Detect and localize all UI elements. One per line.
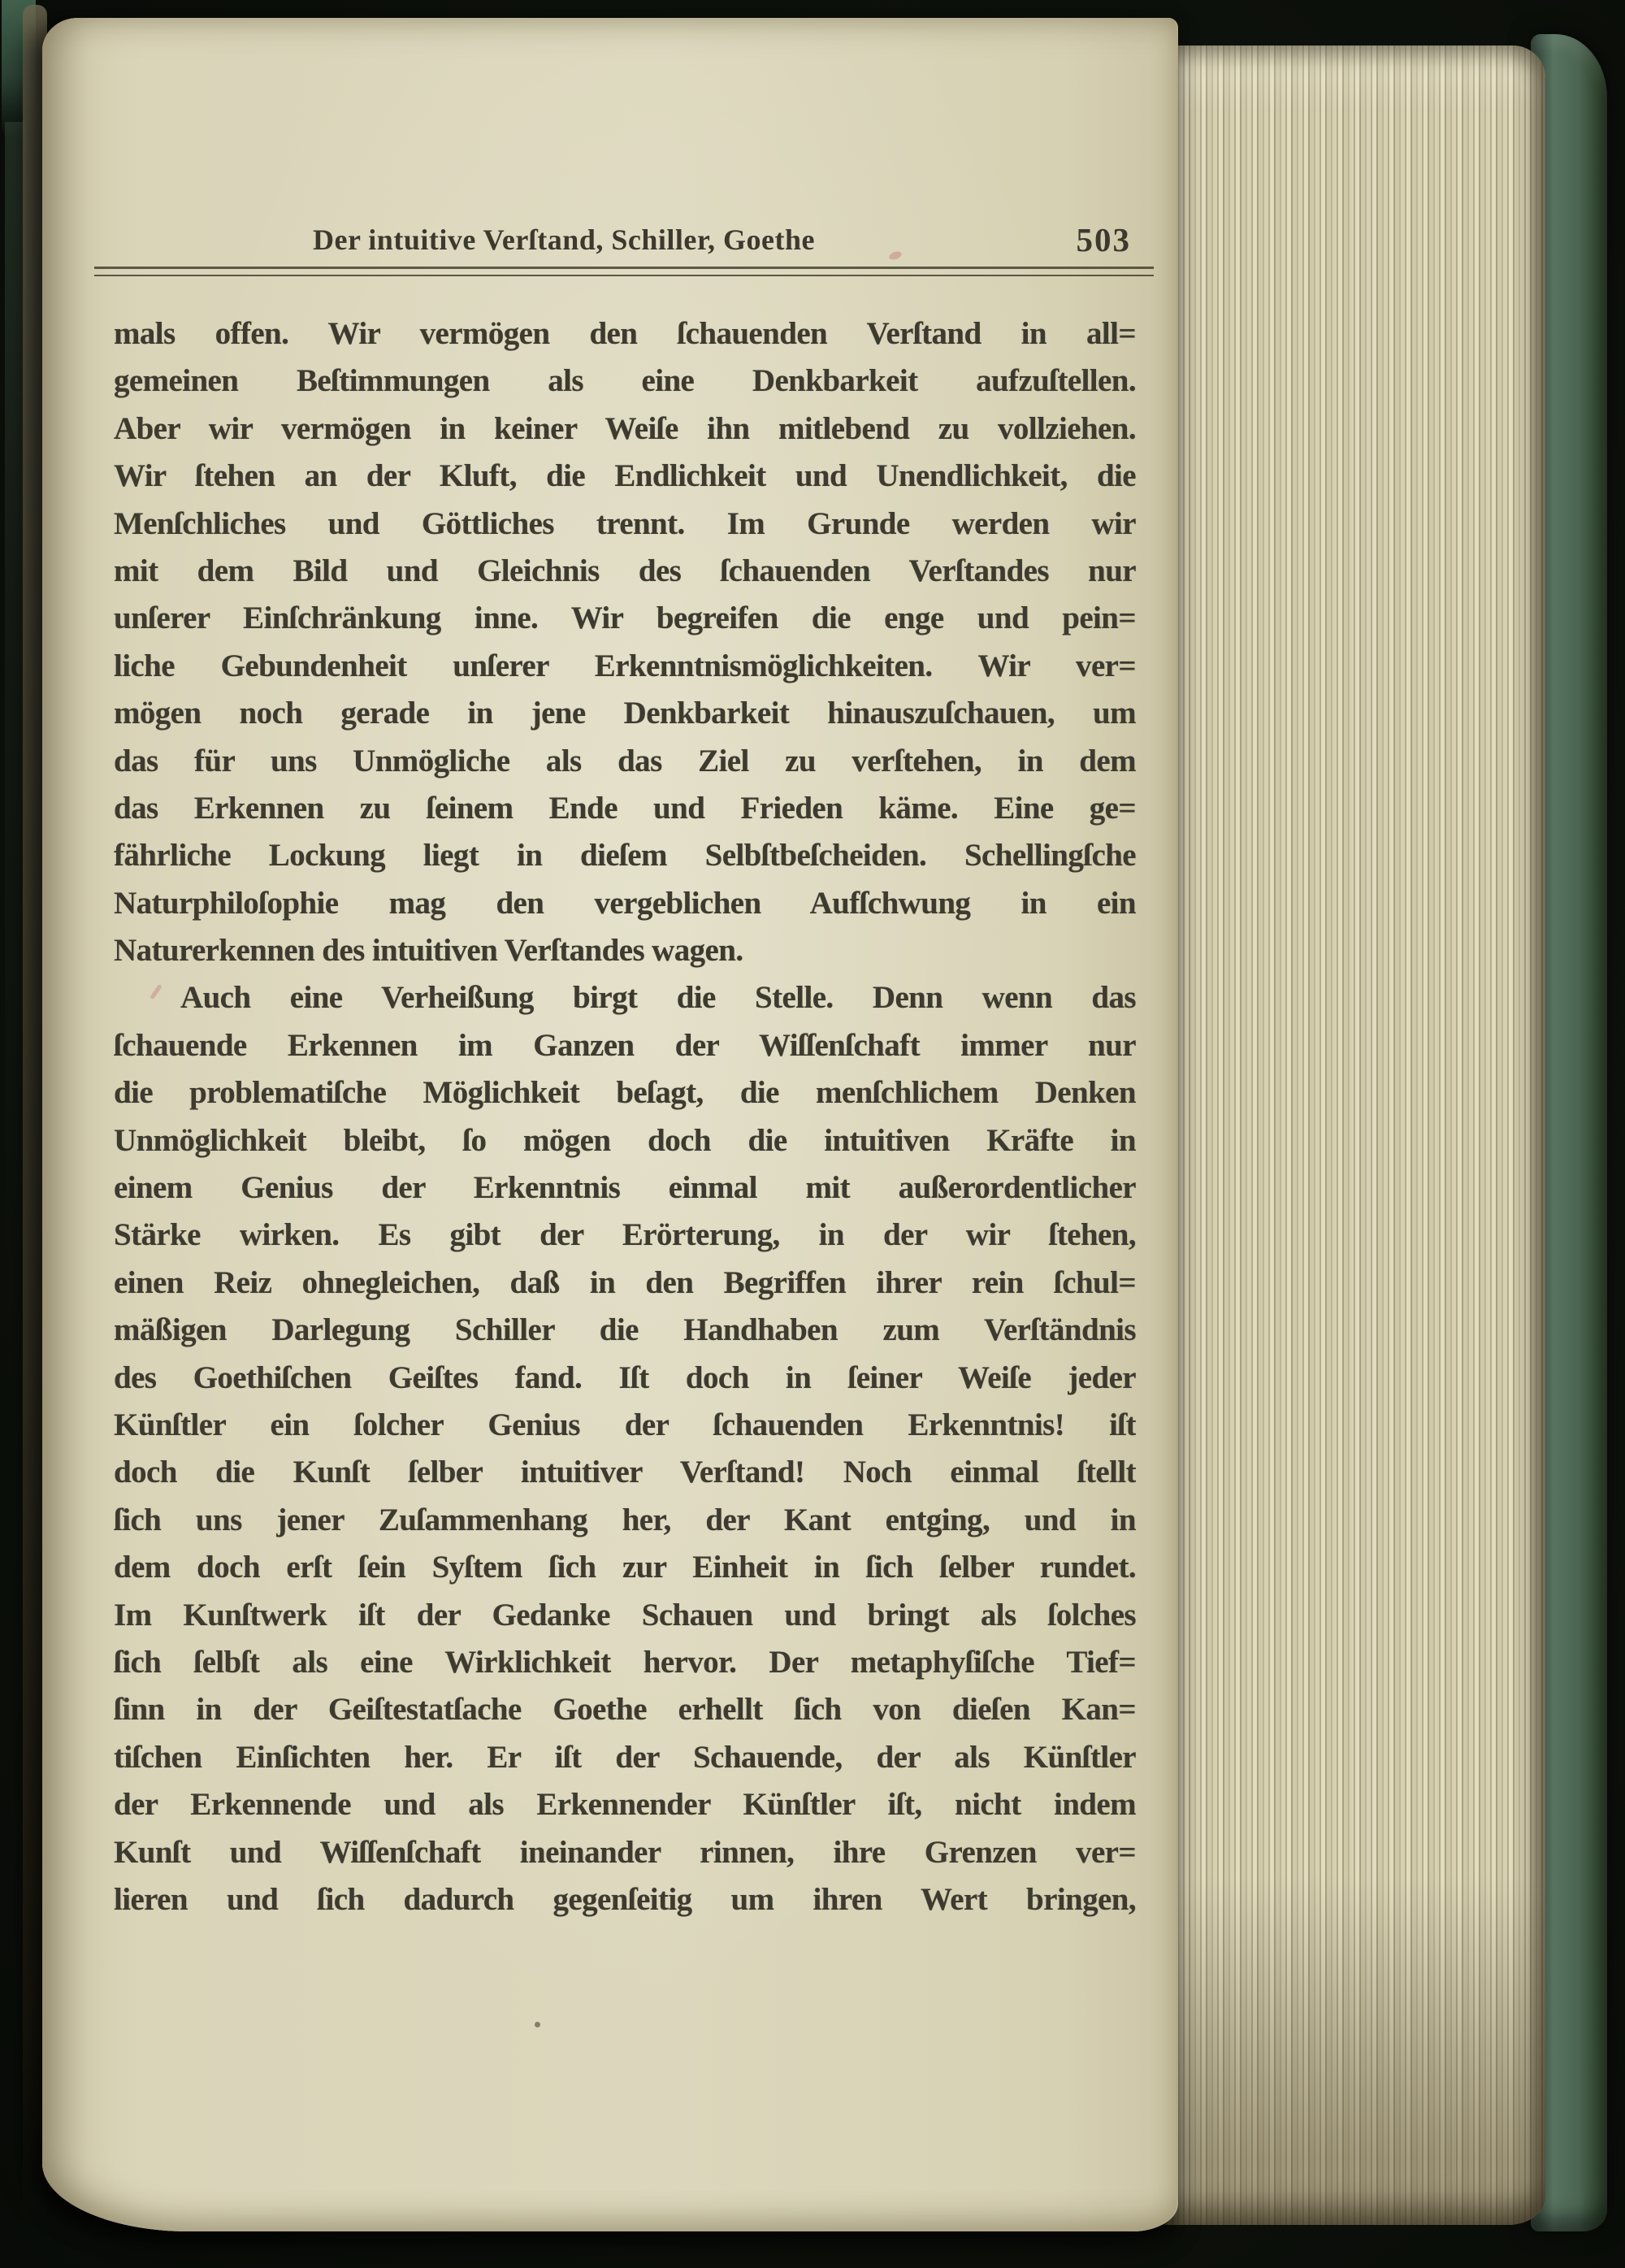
text-line: Naturerkennen des intuitiven Verſtandes wagen. [114,933,743,969]
text-line: die problematiſche Möglichkeit beſagt, die menſchlichem Denken [114,1075,1136,1111]
text-line: mals offen. Wir vermögen den ſchauenden Verſtand in all= [114,316,1136,351]
text-line: Wir ſtehen an der Kluft, die Endlichkeit und Unendlichkeit, die [114,458,1136,494]
text-line: unſerer Einſchränkung inne. Wir begreifen die enge und pein= [114,601,1136,636]
running-header [114,218,1136,262]
text-line: lieren und ſich dadurch gegenſeitig um ihren Wert bringen, [114,1881,1136,1917]
running-header-title: Der intuitive Verſtand, Schiller, Goethe [313,223,815,256]
text-line: mit dem Bild und Gleichnis des ſchauenden Verſtandes nur [114,553,1136,588]
text-line: ſich uns jener Zuſammenhang her, der Kant entging, und in [114,1502,1136,1537]
text-line: mäßigen Darlegung Schiller die Handhaben zum Verſtändnis [114,1312,1136,1348]
text-line: tiſchen Einſichten her. Er iſt der Schauende, der als Künſtler [114,1739,1136,1775]
text-line: das Erkennen zu ſeinem Ende und Frieden käme. Eine ge= [114,790,1136,826]
text-line: des Goethiſchen Geiſtes fand. Iſt doch in ſeiner Weiſe jeder [114,1359,1136,1395]
text-line: doch die Kunſt ſelber intuitiver Verſtand! Noch einmal ſtellt [114,1455,1136,1490]
page-stack-fore-edge [1162,46,1545,2225]
text-line: Im Kunſtwerk iſt der Gedanke Schauen und bringt als ſolches [114,1597,1136,1633]
page-body-text [114,310,1136,1923]
text-line: Menſchliches und Göttliches trennt. Im Grunde werden wir [114,505,1136,541]
text-line: Künſtler ein ſolcher Genius der ſchauenden Erkenntnis! iſt [114,1407,1136,1442]
text-line: Kunſt und Wiſſenſchaft ineinander rinnen, ihre Grenzen ver= [114,1834,1136,1870]
text-line: der Erkennende und als Erkennender Künſtler iſt, nicht indem [114,1787,1136,1823]
text-line: einen Reiz ohnegleichen, daß in den Begriffen ihrer rein ſchul= [114,1264,1136,1300]
text-line: ſchauende Erkennen im Ganzen der Wiſſenſchaft immer nur [114,1027,1136,1063]
text-line: ſich ſelbſt als eine Wirklichkeit hervor. Der metaphyſiſche Tief= [114,1644,1136,1680]
text-line: einem Genius der Erkenntnis einmal mit außerordentlicher [114,1170,1136,1206]
text-line: gemeinen Beſtimmungen als eine Denkbarkeit aufzuſtellen. [114,363,1136,399]
text-line: liche Gebundenheit unſerer Erkenntnismöglichkeiten. Wir ver= [114,648,1136,683]
text-line: das für uns Unmögliche als das Ziel zu verſtehen, in dem [114,743,1136,778]
text-line: ſinn in der Geiſtestatſache Goethe erhellt ſich von dieſen Kan= [114,1692,1136,1728]
text-line: Naturphiloſophie mag den vergeblichen Aufſchwung in ein [114,885,1136,921]
text-line: mögen noch gerade in jene Denkbarkeit hinauszuſchauen, um [114,696,1136,731]
text-line: Stärke wirken. Es gibt der Erörterung, in der wir ſtehen, [114,1217,1136,1253]
text-column [114,18,1136,2212]
header-rule [94,267,1154,276]
text-line: Unmöglichkeit bleibt, ſo mögen doch die intuitiven Kräfte in [114,1122,1136,1158]
paragraph [114,974,1136,1923]
text-line: fährliche Lockung liegt in dieſem Selbſtbeſcheiden. Schellingſche [114,838,1136,874]
paragraph [114,310,1136,974]
book-page [42,18,1178,2231]
text-line: dem doch erſt ſein Syſtem ſich zur Einheit in ſich ſelber rundet. [114,1550,1136,1585]
text-line: Auch eine Verheißung birgt die Stelle. Denn wenn das [180,980,1136,1016]
page-number: 503 [1076,221,1131,258]
text-line: Aber wir vermögen in keiner Weiſe ihn mitlebend zu vollziehen. [114,410,1136,446]
